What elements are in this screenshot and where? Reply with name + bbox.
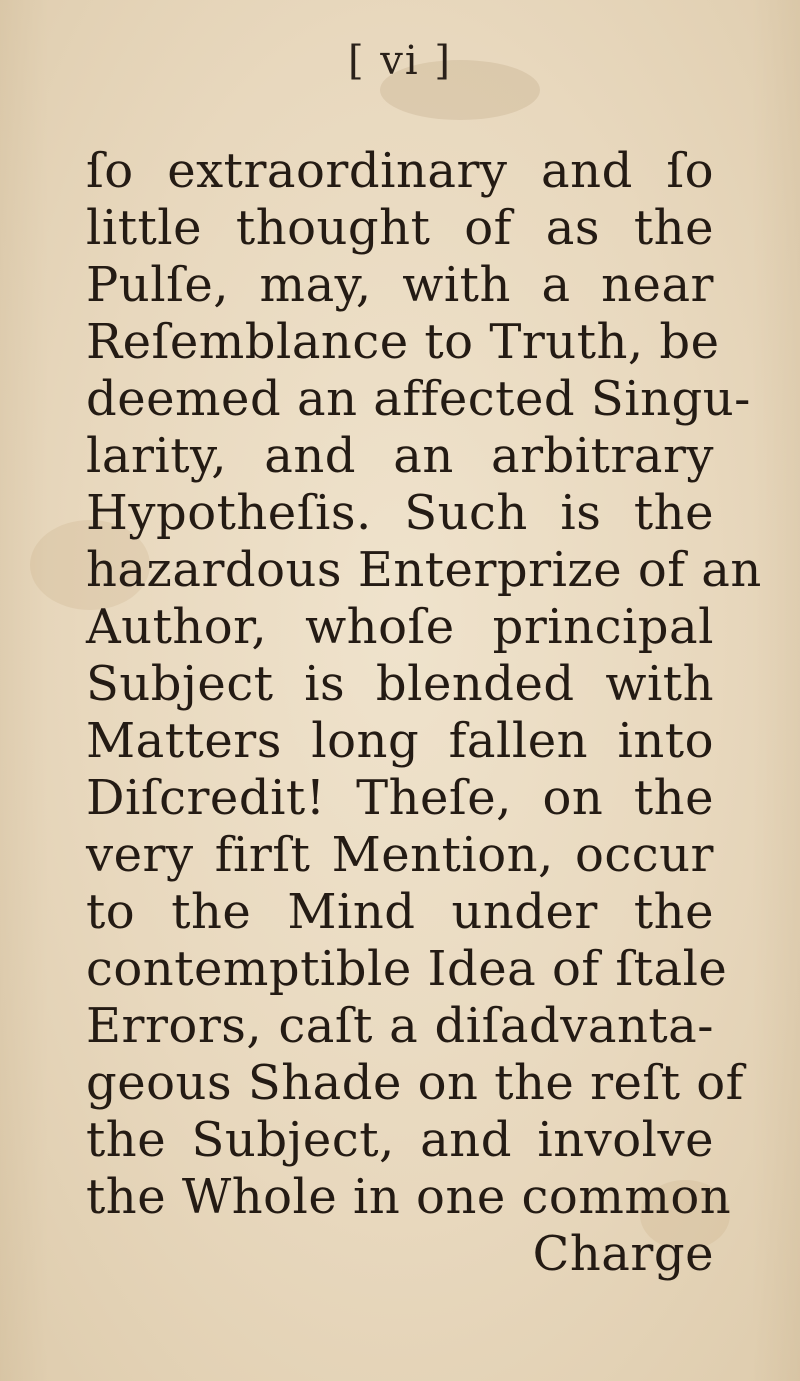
text-line: hazardous Enterprize of an	[86, 542, 762, 598]
text-line: the Whole in one common	[86, 1169, 732, 1225]
text-line: Author, whoſe principal	[86, 599, 714, 655]
page-number-header: [ vi ]	[347, 38, 453, 84]
text-line: deemed an affected Singu-	[86, 371, 751, 427]
text-line: Pulſe, may, with a near	[86, 257, 714, 313]
text-line: the Subject, and involve	[86, 1112, 714, 1168]
text-line: Diſcredit! Theſe, on the	[86, 770, 714, 826]
text-line: Reſemblance to Truth, be	[86, 314, 720, 370]
text-line: Subject is blended with	[86, 656, 714, 712]
text-line: to the Mind under the	[86, 884, 714, 940]
text-line: larity, and an arbitrary	[86, 428, 714, 484]
text-line: very firſt Mention, occur	[86, 827, 714, 883]
text-line: ſo extraordinary and ſo	[86, 143, 714, 199]
text-line: geous Shade on the reſt of	[86, 1055, 744, 1111]
text-line: Errors, caſt a diſadvanta-	[86, 998, 714, 1054]
catchword: Charge	[532, 1226, 714, 1282]
text-line: little thought of as the	[86, 200, 714, 256]
text-line: Hypotheſis. Such is the	[86, 485, 714, 541]
text-line: Matters long fallen into	[86, 713, 714, 769]
text-line: contemptible Idea of ſtale	[86, 941, 728, 997]
